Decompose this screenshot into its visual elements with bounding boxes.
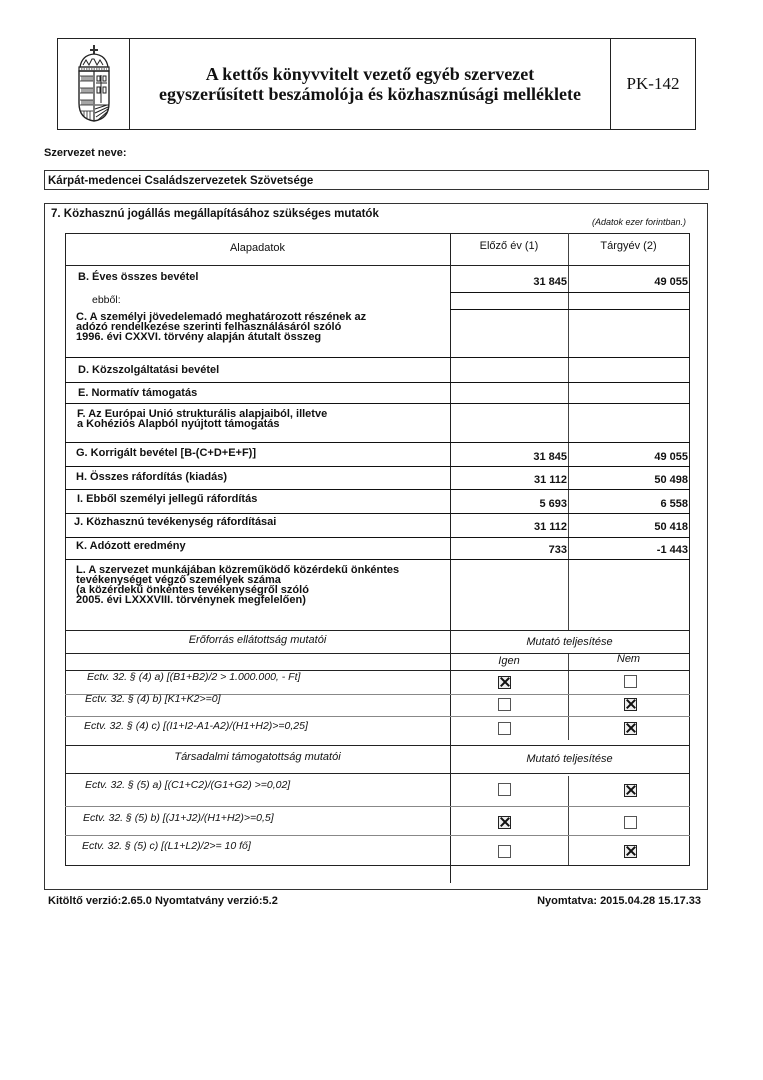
row-label-c-line: C. A személyi jövedelemadó meghatározott részének az	[76, 311, 367, 323]
indicator-5c-no-checkbox[interactable]	[624, 845, 637, 858]
indicator-5b-label: Ectv. 32. § (5) b) [(J1+J2)/(H1+H2)>=0,5]	[83, 812, 274, 824]
indicator-4a-label: Ectv. 32. § (4) a) [(B1+B2)/2 > 1.000.000, - Ft]	[87, 671, 301, 683]
column-header-current-year: Tárgyév (2)	[600, 240, 657, 252]
table-border	[689, 233, 690, 865]
row-label-i: I. Ebből személyi jellegű ráfordítás	[77, 493, 258, 505]
column-divider	[568, 776, 569, 865]
row-label-l-line: L. A szervezet munkájában közreműködő közérdekű önkéntes	[76, 564, 400, 576]
table-border	[65, 233, 690, 234]
indicator-4c-no-checkbox[interactable]	[624, 722, 637, 735]
indicator-5a-yes-checkbox[interactable]	[498, 783, 511, 796]
form-title	[129, 39, 611, 129]
yes-column-label: Igen	[498, 655, 520, 667]
printed-timestamp: Nyomtatva: 2015.04.28 15.17.33	[537, 895, 701, 907]
row-k-curr: -1 443	[656, 544, 688, 556]
row-divider	[65, 716, 690, 717]
row-i-curr: 6 558	[660, 498, 688, 510]
row-divider	[65, 559, 690, 560]
indicator-4b-label: Ectv. 32. § (4) b) [K1+K2>=0]	[85, 693, 221, 705]
column-header-alapadatok: Alapadatok	[229, 242, 286, 254]
indicator-4c-label: Ectv. 32. § (4) c) [(I1+I2-A1-A2)/(H1+H2)>=0,25]	[84, 720, 308, 732]
row-divider	[65, 466, 690, 467]
row-j-curr: 50 418	[654, 521, 688, 533]
row-divider	[65, 489, 690, 490]
row-label-j: J. Közhasznú tevékenység ráfordításai	[74, 516, 277, 528]
column-divider	[450, 233, 451, 883]
row-label-l-line: tevékenységet végző személyek száma	[76, 574, 281, 586]
row-i-prev: 5 693	[539, 498, 567, 510]
resource-fulfillment-label: Mutató teljesítése	[526, 636, 613, 648]
row-label-g: G. Korrigált bevétel [B-(C+D+E+F)]	[76, 447, 257, 459]
row-label-e: E. Normatív támogatás	[78, 387, 198, 399]
row-h-curr: 50 498	[654, 474, 688, 486]
row-label-ebbol: ebből:	[92, 294, 121, 306]
row-b-prev: 31 845	[533, 276, 567, 288]
hungarian-coat-of-arms-icon	[74, 43, 114, 123]
row-k-prev: 733	[548, 544, 567, 556]
row-b-curr: 49 055	[654, 276, 688, 288]
row-label-d: D. Közszolgáltatási bevétel	[78, 364, 220, 376]
row-divider	[65, 745, 690, 746]
row-divider	[65, 773, 690, 774]
form-title-line2: egyszerűsített beszámolója és közhasznúsági melléklete	[159, 84, 581, 104]
indicator-5b-no-checkbox[interactable]	[624, 816, 637, 829]
indicator-5c-yes-checkbox[interactable]	[498, 845, 511, 858]
logo-cell	[58, 39, 130, 129]
row-divider	[450, 309, 690, 310]
row-label-k: K. Adózott eredmény	[76, 540, 186, 552]
row-label-f-line: F. Az Európai Unió strukturális alapjaiból, illetve	[77, 408, 328, 420]
row-divider	[450, 292, 690, 293]
table-border	[65, 233, 66, 865]
row-label-c	[76, 312, 366, 342]
row-divider	[65, 403, 690, 404]
column-divider	[568, 653, 569, 740]
form-header	[57, 38, 696, 130]
row-label-l	[76, 565, 399, 605]
row-divider	[65, 537, 690, 538]
row-label-c-line: adózó rendelkezése szerinti felhasználásáról szóló	[76, 321, 342, 333]
no-column-label: Nem	[616, 653, 641, 665]
units-note: (Adatok ezer forintban.)	[592, 217, 687, 227]
version-info: Kitöltő verzió:2.65.0 Nyomtatvány verzió:5.2	[48, 895, 278, 907]
row-divider	[65, 513, 690, 514]
row-divider	[65, 835, 690, 836]
row-label-b: B. Éves összes bevétel	[78, 271, 199, 283]
indicator-4a-yes-checkbox[interactable]	[498, 676, 511, 689]
indicator-5a-label: Ectv. 32. § (5) a) [(C1+C2)/(G1+G2) >=0,02]	[85, 779, 291, 791]
row-divider	[65, 382, 690, 383]
row-label-l-line: 2005. évi LXXXVIII. törvénynek megfelelően)	[76, 594, 306, 606]
row-divider	[65, 630, 690, 631]
indicator-4c-yes-checkbox[interactable]	[498, 722, 511, 735]
row-divider	[65, 442, 690, 443]
section-title: 7. Közhasznú jogállás megállapításához szükséges mutatók	[51, 208, 379, 220]
row-label-l-line: (a közérdekű önkéntes tevékenységről szóló	[76, 584, 309, 596]
row-label-f	[77, 409, 327, 429]
row-label-c-line: 1996. évi CXXVI. törvény alapján átutalt összeg	[76, 331, 322, 343]
organization-label: Szervezet neve:	[44, 147, 127, 159]
column-header-prev-year: Előző év (1)	[479, 240, 539, 252]
row-divider	[65, 806, 690, 807]
row-divider	[65, 865, 690, 866]
row-divider	[65, 357, 690, 358]
indicator-5b-yes-checkbox[interactable]	[498, 816, 511, 829]
row-g-curr: 49 055	[654, 451, 688, 463]
row-label-f-line: a Kohéziós Alapból nyújtott támogatás	[77, 418, 280, 430]
organization-name-field[interactable]: Kárpát-medencei Családszervezetek Szövetsége	[44, 170, 709, 190]
row-j-prev: 31 112	[533, 521, 567, 533]
indicator-4b-yes-checkbox[interactable]	[498, 698, 511, 711]
row-divider	[65, 265, 690, 266]
row-h-prev: 31 112	[533, 474, 567, 486]
resource-indicators-title: Erőforrás ellátottság mutatói	[188, 634, 327, 646]
social-indicators-title: Társadalmi támogatottság mutatói	[174, 751, 341, 763]
indicator-4a-no-checkbox[interactable]	[624, 675, 637, 688]
row-g-prev: 31 845	[533, 451, 567, 463]
social-fulfillment-label: Mutató teljesítése	[526, 753, 613, 765]
indicator-4b-no-checkbox[interactable]	[624, 698, 637, 711]
indicator-5c-label: Ectv. 32. § (5) c) [(L1+L2)/2>= 10 fő]	[82, 840, 251, 852]
row-label-h: H. Összes ráfordítás (kiadás)	[76, 471, 228, 483]
indicator-5a-no-checkbox[interactable]	[624, 784, 637, 797]
form-code: PK-142	[610, 39, 695, 129]
form-title-line1: A kettős könyvvitelt vezető egyéb szervezet	[205, 64, 535, 84]
